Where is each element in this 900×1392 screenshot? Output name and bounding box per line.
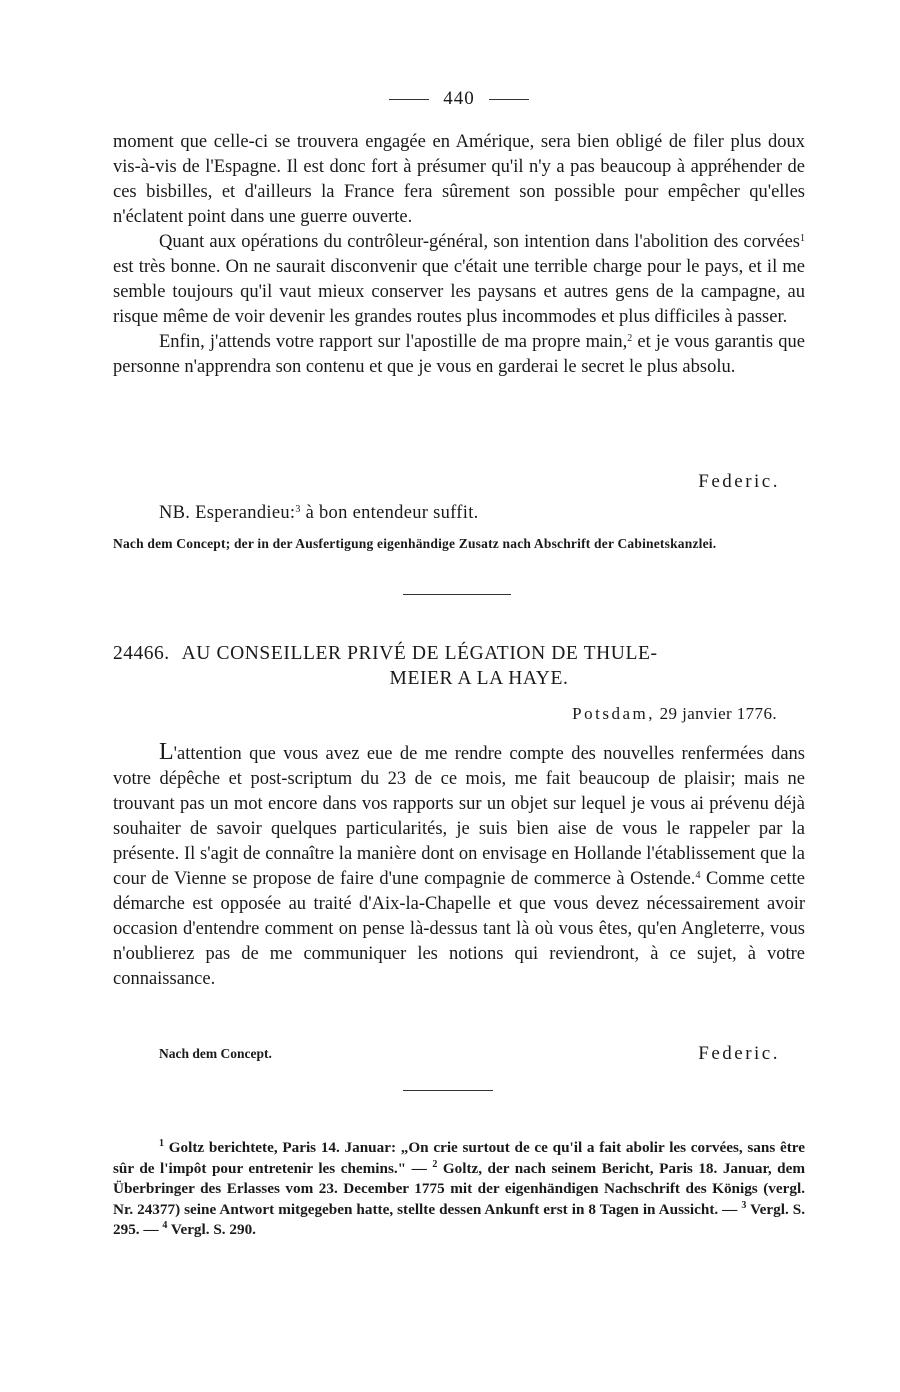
signature: Federic. (698, 471, 780, 492)
paragraph: Enfin, j'attends votre rapport sur l'apostille de ma propre main,$^2$ et je vous garantis que personne n'apprendra son contenu et que je vous en garderai le secret le plus absolu. (113, 332, 805, 377)
header-rule-left (389, 99, 429, 100)
footnote-ref: 3 (295, 504, 301, 515)
footnote-ref: 1 (800, 233, 805, 244)
source-note: Nach dem Concept. (159, 1046, 272, 1061)
letter-continuation (113, 130, 805, 380)
page-number: 440 (443, 88, 475, 109)
footnote-text: $^1$ Goltz berichtete, Paris 14. Januar: „On crie surtout de ce qu'il a fait abolir les corvées, sans être sûr de l'impôt pour entretenir les chemins." — $^2$ Goltz, der nach seinem Bericht, Paris 18. Januar, dem Überbringer des Erlasses vom 23. December 1775 mit der eigenhändigen Nachschrift des Königs (vergl. Nr. 24377) seine Antwort mitgegeben hatte, stellte dessen Ankunft erst in 8 Tagen in Aussicht. — $^3$ Vergl. S. 295. — $^4$ Vergl. S. 290. (113, 1138, 805, 1238)
header-rule-right (489, 99, 529, 100)
nota-bene: NB. Esperandieu:$^3$ à bon entendeur suffit. (159, 503, 479, 523)
footnote-divider (403, 1090, 493, 1091)
paragraph: L'attention que vous avez eue de me rendre compte des nouvelles renfermées dans votre dépêche et post-scriptum du 23 de ce mois, me fait beaucoup de plaisir; mais ne trouvant pas un mot encore dans vos rapports sur un objet sur lequel je vous ai prévenu déjà souhaiter de savoir quelques particularités, je suis bien aise de vous le rappeler par la présente. Il s'agit de connaître la manière dont on envisage en Hollande l'établissement que la cour de Vienne se propose de faire d'une compagnie de commerce à Ostende.$^4$ Comme cette démarche est opposée au traité d'Aix-la-Chapelle et que vous devez nécessairement avoir occasion d'entendre comment on pense là-dessus tant là où vous êtes, qu'en Angleterre, vous n'oublierez pas de me communiquer les notions qui reviendront, à ce sujet, à votre connaissance. (113, 739, 805, 989)
paragraph: moment que celle-ci se trouvera engagée en Amérique, sera bien obligé de filer plus doux vis-à-vis de l'Espagne. Il est donc fort à présumer qu'il n'y a pas beaucoup à appréhender de ces bisbilles, et d'ailleurs la France fera sûrement son possible pour empêcher qu'elles n'éclatent point dans une guerre ouverte. (113, 132, 805, 227)
source-note: Nach dem Concept; der in der Ausfertigung eigenhändige Zusatz nach Abschrift der Cabinetskanzlei. (113, 536, 717, 551)
paragraph: Quant aux opérations du contrôleur-général, son intention dans l'abolition des corvées$^1$ est très bonne. On ne saurait disconvenir que c'était une terrible charge pour le pays, et il me semble toujours qu'il vaut mieux conserver les paysans et autres gens de la campagne, au risque même de voir devenir les grandes routes plus incommodes et plus difficiles à passer. (113, 232, 805, 327)
letter-title-line1: AU CONSEILLER PRIVÉ DE LÉGATION DE THULE- (181, 643, 658, 664)
section-divider (403, 594, 511, 595)
footnote-ref: 4 (695, 870, 701, 881)
letter-title-line2: MEIER A LA HAYE. (389, 668, 569, 689)
place: Potsdam, (572, 704, 655, 723)
footnotes (113, 1138, 805, 1241)
signature: Federic. (698, 1043, 780, 1064)
footnote-ref: 2 (627, 333, 633, 344)
letter-body (113, 740, 805, 992)
dateline (572, 704, 777, 724)
letter-heading (113, 641, 805, 691)
initial-letter: L (159, 739, 174, 765)
letter-number: 24466. (113, 643, 170, 664)
page-header (113, 86, 805, 112)
date: 29 janvier 1776. (659, 704, 777, 723)
